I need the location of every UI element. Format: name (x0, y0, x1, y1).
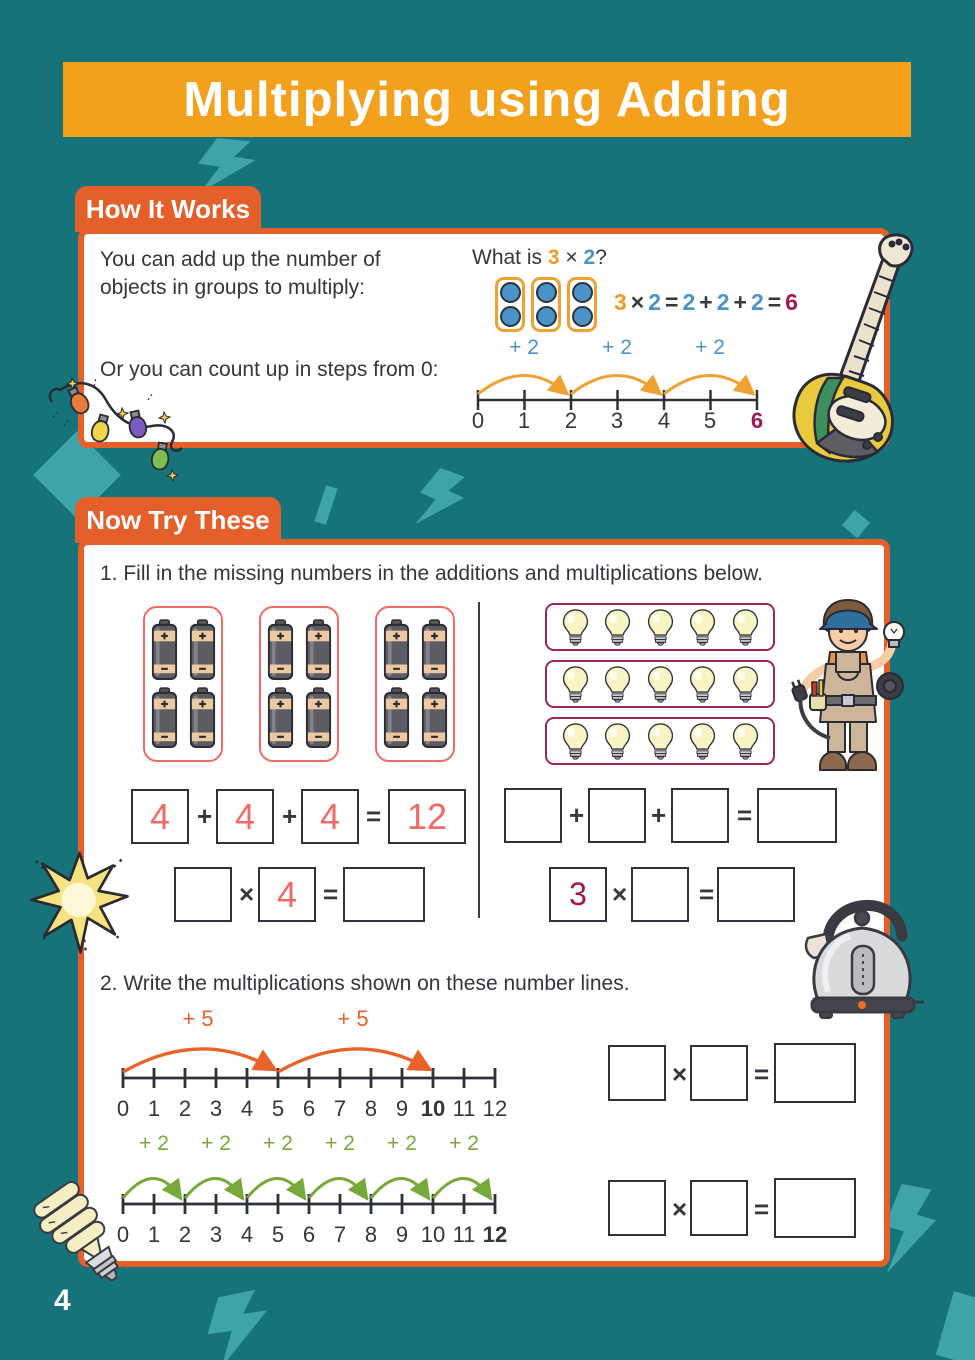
light-bulb-icon (561, 608, 590, 646)
jump-label: + 5 (337, 1006, 369, 1031)
answer-box[interactable] (588, 788, 646, 843)
equals-sign: = (366, 801, 382, 831)
answer-box[interactable] (757, 788, 837, 843)
tick-label: 0 (116, 1096, 130, 1121)
now-try-these-tab: Now Try These (75, 497, 281, 543)
counter-group (567, 277, 597, 332)
question-2-prompt: 2. Write the multiplications shown on these number lines. (100, 972, 630, 995)
teal-shape-decoration (842, 510, 870, 538)
example-question: What is 3 × 2? (472, 246, 607, 269)
answer-box: 12 (388, 789, 466, 844)
tick-label: 7 (333, 1096, 347, 1121)
column-divider (478, 602, 480, 918)
times-sign: × (672, 1059, 688, 1089)
bulb-row (545, 660, 775, 708)
light-bulb-icon (731, 665, 760, 703)
how-it-works-tab: How It Works (75, 186, 261, 232)
battery-icon (188, 619, 217, 681)
answer-box[interactable] (631, 867, 689, 922)
tick-label: 10 (420, 1096, 446, 1121)
light-bulb-icon (688, 722, 717, 760)
number-line-a (108, 1006, 518, 1126)
light-bulb-icon (603, 722, 632, 760)
spark-illustration (28, 846, 132, 962)
teal-shape-decoration (314, 485, 337, 525)
tick-label: 9 (395, 1096, 409, 1121)
answer-box[interactable] (343, 867, 425, 922)
answer-box[interactable] (690, 1045, 748, 1101)
light-bulb-icon (731, 722, 760, 760)
battery-group (375, 606, 455, 762)
jump-label: + 2 (449, 1132, 479, 1155)
counter-group (531, 277, 561, 332)
example-equation: 3 × 2 = 2 + 2 + 2 = 6 (614, 289, 798, 315)
tick-label: 3 (209, 1096, 223, 1121)
counter-dot (536, 282, 557, 303)
tick-label: 9 (395, 1222, 409, 1247)
plus-sign: + (569, 800, 585, 830)
tick-label: 2 (564, 408, 578, 433)
answer-box[interactable] (690, 1180, 748, 1236)
light-bulb-icon (646, 665, 675, 703)
bulb-row (545, 717, 775, 765)
kettle-illustration (798, 874, 928, 1024)
tick-label: 6 (302, 1096, 316, 1121)
tick-label: 1 (517, 408, 531, 433)
page-title: Multiplying using Adding (183, 72, 791, 127)
answer-box: 4 (258, 867, 316, 922)
tick-label: 1 (147, 1096, 161, 1121)
times-sign: × (612, 879, 628, 909)
teal-shape-decoration (936, 1291, 975, 1360)
tick-label: 11 (452, 1222, 476, 1247)
tick-label: 4 (657, 408, 671, 433)
jump-label: + 2 (263, 1132, 293, 1155)
tick-label: 0 (116, 1222, 130, 1247)
plus-sign: + (197, 801, 213, 831)
counter-dot (500, 282, 521, 303)
battery-icon (304, 619, 333, 681)
answer-box[interactable] (774, 1043, 856, 1103)
battery-icon (266, 687, 295, 749)
tick-label: 5 (271, 1096, 285, 1121)
equals-sign: = (737, 800, 753, 830)
counter-dot (500, 306, 521, 327)
times-sign: × (672, 1194, 688, 1224)
answer-box: 4 (131, 789, 189, 844)
times-sign: × (239, 879, 255, 909)
tick-label: 3 (209, 1222, 223, 1247)
tick-label: 5 (271, 1222, 285, 1247)
light-bulb-icon (603, 608, 632, 646)
tick-label: 10 (420, 1222, 446, 1247)
light-bulb-icon (561, 722, 590, 760)
counter-dot (572, 282, 593, 303)
tick-label: 12 (482, 1096, 508, 1121)
battery-group (143, 606, 223, 762)
title-banner (63, 62, 911, 137)
battery-icon (188, 687, 217, 749)
equals-sign: = (323, 879, 339, 909)
answer-box[interactable] (504, 788, 562, 843)
answer-box[interactable] (717, 867, 795, 922)
tick-label: 0 (471, 408, 485, 433)
battery-icon (304, 687, 333, 749)
fairy-lights-illustration (44, 376, 194, 488)
guitar-illustration (786, 232, 924, 464)
tick-label: 6 (750, 408, 764, 433)
equals-sign: = (699, 879, 715, 909)
number-line-b (108, 1132, 518, 1252)
number-line-graphic (108, 1154, 508, 1220)
answer-box[interactable] (174, 867, 232, 922)
tick-label: 4 (240, 1096, 254, 1121)
counter-group (495, 277, 525, 332)
tick-label: 8 (364, 1222, 378, 1247)
answer-box[interactable] (671, 788, 729, 843)
answer-box[interactable] (608, 1045, 666, 1101)
jump-label: + 2 (695, 336, 725, 359)
light-bulb-icon (688, 665, 717, 703)
jump-label: + 2 (139, 1132, 169, 1155)
number-line-graphic (465, 356, 775, 408)
question-1-prompt: 1. Fill in the missing numbers in the additions and multiplications below. (100, 562, 764, 585)
bulb-row (545, 603, 775, 651)
tick-label: 12 (482, 1222, 508, 1247)
equals-sign: = (754, 1194, 770, 1224)
lightning-bolt-decoration (404, 463, 471, 535)
battery-icon (420, 687, 449, 749)
equals-sign: = (754, 1059, 770, 1089)
jump-label: + 2 (201, 1132, 231, 1155)
jump-label: + 2 (325, 1132, 355, 1155)
battery-icon (266, 619, 295, 681)
battery-group (259, 606, 339, 762)
answer-box[interactable] (774, 1178, 856, 1238)
electrician-kid-illustration (786, 590, 914, 780)
cfl-bulb-illustration (36, 1176, 136, 1294)
light-bulb-icon (603, 665, 632, 703)
jump-label: + 2 (509, 336, 539, 359)
tick-label: 4 (240, 1222, 254, 1247)
battery-icon (382, 619, 411, 681)
tick-label: 2 (178, 1096, 192, 1121)
jump-label: + 5 (182, 1006, 214, 1031)
intro-text: You can add up the number of objects in groups to multiply: (100, 248, 381, 299)
light-bulb-icon (646, 722, 675, 760)
counter-dot (572, 306, 593, 327)
tick-label: 11 (452, 1096, 476, 1121)
light-bulb-icon (646, 608, 675, 646)
jump-label: + 2 (602, 336, 632, 359)
light-bulb-icon (688, 608, 717, 646)
lightning-bolt-decoration (185, 1283, 283, 1360)
tick-label: 3 (610, 408, 624, 433)
tick-label: 1 (147, 1222, 161, 1247)
count-up-text: Or you can count up in steps from 0: (100, 358, 439, 381)
page-number: 4 (54, 1284, 71, 1317)
jump-label: + 2 (387, 1132, 417, 1155)
plus-sign: + (651, 800, 667, 830)
light-bulb-icon (561, 665, 590, 703)
tick-label: 8 (364, 1096, 378, 1121)
answer-box: 3 (549, 867, 607, 922)
answer-box: 4 (301, 789, 359, 844)
light-bulb-icon (731, 608, 760, 646)
answer-box[interactable] (608, 1180, 666, 1236)
example-number-line (465, 336, 775, 436)
battery-icon (420, 619, 449, 681)
tick-label: 5 (703, 408, 717, 433)
battery-icon (150, 619, 179, 681)
tick-label: 6 (302, 1222, 316, 1247)
plus-sign: + (282, 801, 298, 831)
number-line-graphic (108, 1028, 508, 1094)
battery-icon (150, 687, 179, 749)
tick-label: 7 (333, 1222, 347, 1247)
battery-icon (382, 687, 411, 749)
tick-label: 2 (178, 1222, 192, 1247)
counter-dot (536, 306, 557, 327)
answer-box: 4 (216, 789, 274, 844)
